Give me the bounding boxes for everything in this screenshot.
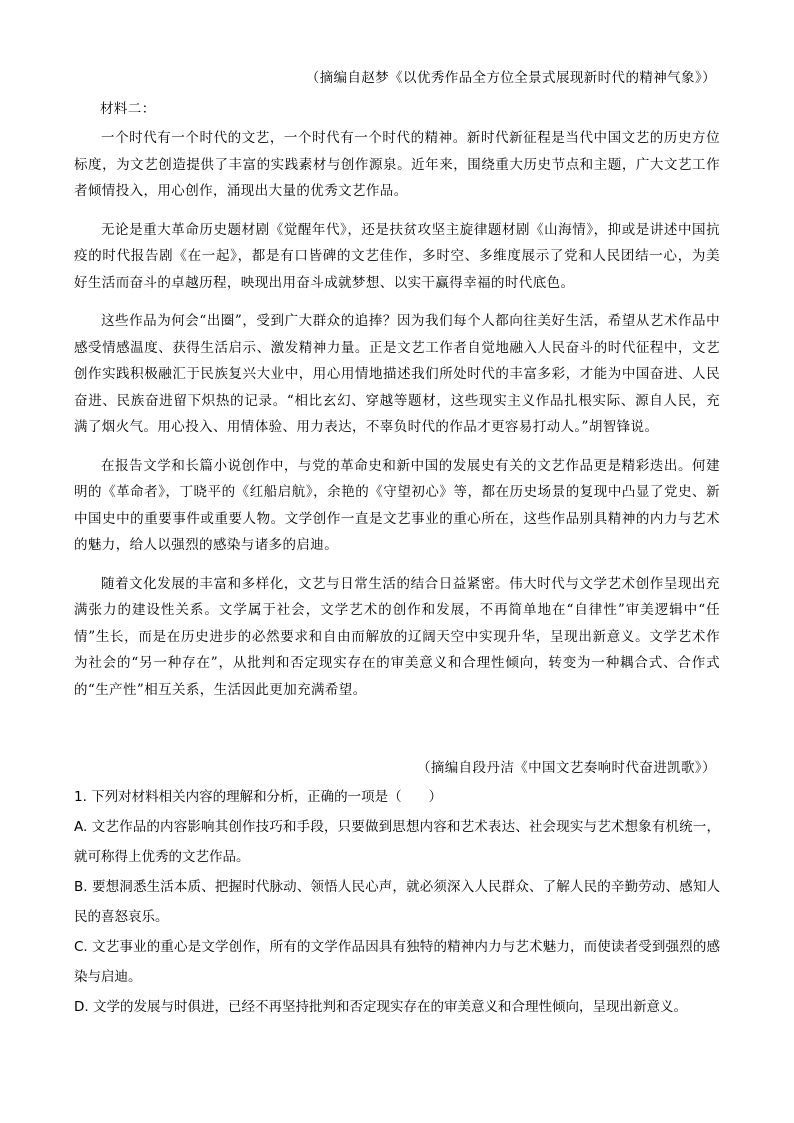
option-d: D. 文学的发展与时俱进，已经不再坚持批判和否定现实存在的审美意义和合理性倾向，呈现出新意义。	[74, 999, 687, 1015]
paragraph: 无论是重大革命历史题材剧《觉醒年代》，还是扶贫攻坚主旋律题材剧《山海情》，抑或是讲述中国抗疫的时代报告剧《在一起》，都是有口皆碑的文艺佳作，多时空、多维度展示了党和人民团结一心，为美好生活而奋斗的卓越历程，映现出用奋斗成就梦想、以实干赢得幸福的时代底色。	[74, 221, 720, 291]
paragraph: 随着文化发展的丰富和多样化，文艺与日常生活的结合日益紧密。伟大时代与文学艺术创作呈现出充满张力的建设性关系。文学属于社会，文学艺术的创作和发展，不再简单地在“自律性”审美逻辑中“任情”生长，而是在历史进步的必然要求和自由而解放的辽阔天空中实现升华，呈现出新意义。文学艺术作为社会的“另一种存在”，从批判和否定现实存在的审美意义和合理性倾向，转变为一种耦合式、合作式的“生产性”相互关系，生活因此更加充满希望。	[74, 575, 720, 698]
paragraph: 一个时代有一个时代的文艺，一个时代有一个时代的精神。新时代新征程是当代中国文艺的历史方位标度，为文艺创造提供了丰富的实践素材与创作源泉。近年来，围绕重大历史节点和主题，广大文艺工作者倾情投入，用心创作，涌现出大量的优秀文艺作品。	[74, 130, 720, 199]
option-b: B. 要想洞悉生活本质、把握时代脉动、领悟人民心声，就必须深入人民群众、了解人民的辛勤劳动、感知人民的喜怒哀乐。	[74, 879, 720, 925]
option-c: C. 文艺事业的重心是文学创作，所有的文学作品因具有独特的精神内力与艺术魅力，而使读者受到强烈的感染与启迪。	[74, 939, 720, 985]
material-2-body	[74, 125, 720, 703]
source-citation-1: （摘编自赵梦《以优秀作品全方位全景式展现新时代的精神气象》）	[305, 70, 716, 86]
source-citation-2: （摘编自段丹洁《中国文艺奏响时代奋进凯歌》）	[416, 760, 716, 776]
material-label: 材料二：	[100, 101, 156, 117]
question-block	[74, 782, 720, 1022]
question-stem: 1. 下列对材料相关内容的理解和分析，正确的一项是（ ）	[74, 789, 443, 805]
paragraph: 在报告文学和长篇小说创作中，与党的革命史和新中国的发展史有关的文艺作品更是精彩迭出。何建明的《革命者》，丁晓平的《红船启航》，余艳的《守望初心》等，都在历史场景的复现中凸显了党史、新中国史中的重要事件或重要人物。文学创作一直是文艺事业的重心所在，这些作品别具精神的内力与艺术的魅力，给人以强烈的感染与诸多的启迪。	[74, 457, 720, 553]
option-a: A. 文艺作品的内容影响其创作技巧和手段，只要做到思想内容和艺术表达、社会现实与艺术想象有机统一，就可称得上优秀的文艺作品。	[74, 819, 720, 865]
paragraph: 这些作品为何会“出圈”，受到广大群众的追捧？因为我们每个人都向往美好生活，希望从艺术作品中感受情感温度、获得生活启示、激发精神力量。正是文艺工作者自觉地融入人民奋斗的时代征程中，文艺创作实践积极融汇于民族复兴大业中，用心用情地描述我们所处时代的丰富多彩，才能为中国奋进、人民奋进、民族奋进留下炽热的记录。“相比玄幻、穿越等题材，这些现实主义作品扎根实际、源自人民，充满了烟火气。用心投入、用情体验、用力表达，不辜负时代的作品才更容易打动人。”胡智锋说。	[74, 313, 720, 435]
